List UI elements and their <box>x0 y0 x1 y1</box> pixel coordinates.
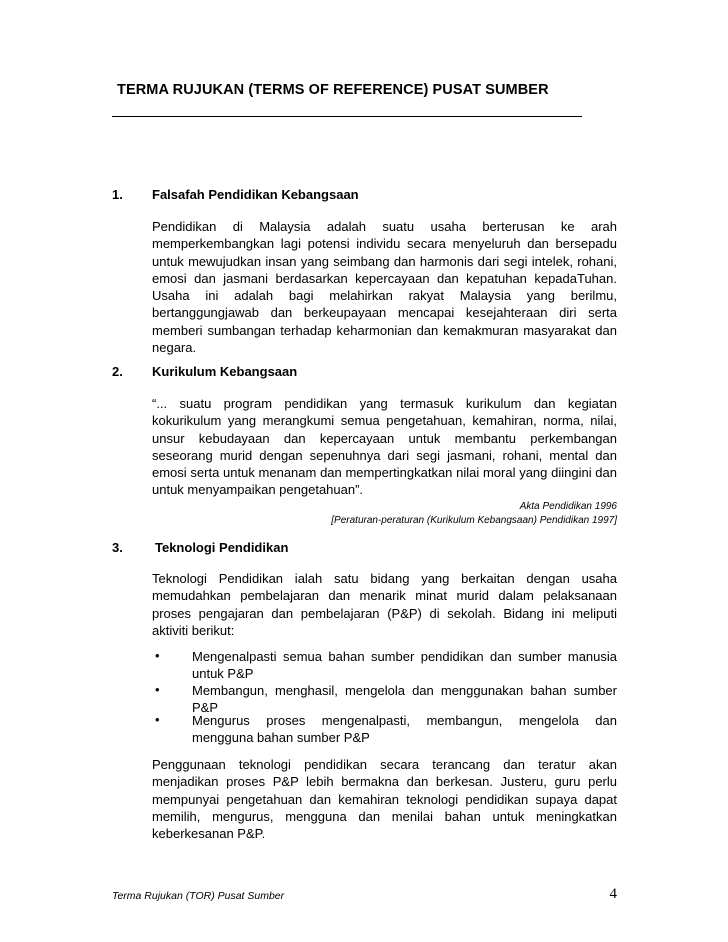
bullet-2-text: Membangun, menghasil, mengelola dan menggunakan bahan sumber P&P <box>192 683 617 716</box>
bullet-3-symbol: • <box>155 712 160 727</box>
citation-regulation: [Peraturan-peraturan (Kurikulum Kebangsaan) Pendidikan 1997] <box>331 515 617 526</box>
footer-document-name: Terma Rujukan (TOR) Pusat Sumber <box>112 890 285 902</box>
page-number: 4 <box>609 886 617 902</box>
section-1-heading: Falsafah Pendidikan Kebangsaan <box>152 187 359 202</box>
document-title: TERMA RUJUKAN (TERMS OF REFERENCE) PUSAT SUMBER <box>117 82 549 98</box>
section-2-paragraph: “... suatu program pendidikan yang termasuk kurikulum dan kegiatan kokurikulum yang merangkumi semua pengetahuan, kemahiran, norma, nilai, unsur kebudayaan dan kepercayaan untuk membantu perkembangan seseorang murid dengan sepenuhnya dari segi jasmani, rohani, mental dan emosi serta untuk menanam dan mempertingkatkan nilai moral yang diingini dan untuk menyampaikan pengetahuan”. <box>152 396 617 498</box>
bullet-3-text: Mengurus proses mengenalpasti, membangun, mengelola dan mengguna bahan sumber P&P <box>192 713 617 746</box>
section-3-number: 3. <box>112 540 123 555</box>
section-2-heading: Kurikulum Kebangsaan <box>152 364 298 379</box>
section-3-paragraph: Teknologi Pendidikan ialah satu bidang yang berkaitan dengan usaha memudahkan pembelajaran dan menarik minat murid dalam pelaksanaan proses pengajaran dan pembelajaran (P&P) di sekolah. Bidang ini meliputi aktiviti berikut: <box>152 571 617 638</box>
bullet-1-symbol: • <box>155 648 160 663</box>
section-2-number: 2. <box>112 364 123 379</box>
bullet-2-symbol: • <box>155 682 160 697</box>
title-underline <box>112 116 582 117</box>
section-1-number: 1. <box>112 187 123 202</box>
section-3-heading: Teknologi Pendidikan <box>155 540 289 555</box>
bullet-1-text: Mengenalpasti semua bahan sumber pendidikan dan sumber manusia untuk P&P <box>192 649 617 682</box>
section-3-closing-paragraph: Penggunaan teknologi pendidikan secara terancang dan teratur akan menjadikan proses P&P lebih bermakna dan berkesan. Justeru, guru perlu mempunyai pengetahuan dan kemahiran teknologi pendidikan supaya dapat memilih, mengurus, mengguna dan menilai bahan untuk meningkatkan keberkesanan P&P. <box>152 757 617 842</box>
citation-act: Akta Pendidikan 1996 <box>519 501 617 512</box>
section-1-paragraph: Pendidikan di Malaysia adalah suatu usaha berterusan ke arah memperkembangkan lagi potensi individu secara menyeluruh dan bersepadu untuk mewujudkan insan yang seimbang dan harmonis dari segi intelek, rohani, emosi dan jasmani berdasarkan kepercayaan dan kepatuhan kepadaTuhan. Usaha ini adalah bagi melahirkan rakyat Malaysia yang berilmu, bertanggungjawab dan berkeupayaan mencapai kesejahteraan diri serta memberi sumbangan terhadap keharmonian dan kemakmuran masyarakat dan negara. <box>152 219 617 356</box>
